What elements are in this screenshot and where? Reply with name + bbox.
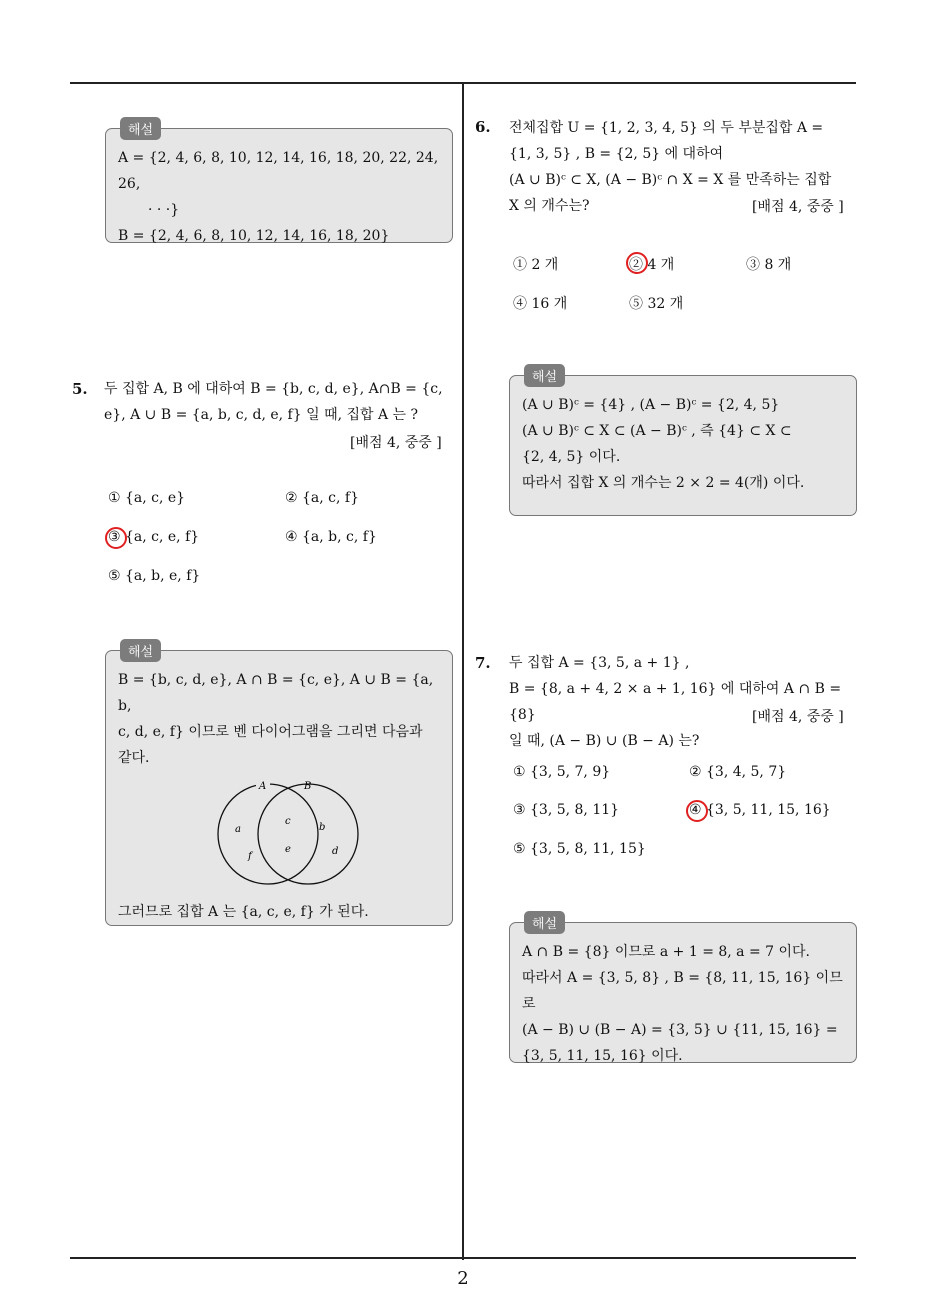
- q6-text-line4: X 의 개수는?: [509, 198, 590, 214]
- q5-solution-box: [105, 650, 453, 926]
- q7-choice-2[interactable]: ② {3, 4, 5, 7}: [689, 764, 787, 780]
- q6-number: 6.: [475, 118, 491, 136]
- q5-solution-line2: c, d, e, f} 이므로 벤 다이어그램을 그리면 다음과: [118, 724, 423, 740]
- q4-solution-line1: A = {2, 4, 6, 8, 10, 12, 14, 16, 18, 20, 22, 24, 26,: [118, 150, 439, 192]
- q6-choice-2[interactable]: ② 4 개: [629, 257, 675, 273]
- q4-solution-line2: · · ·}: [148, 202, 180, 218]
- q5-score: [배점 4, 중중 ]: [350, 435, 442, 451]
- venn-element-c: c: [285, 816, 291, 827]
- q7-question-text: [509, 650, 861, 754]
- q4-solution-box: [105, 128, 453, 243]
- q6-choice-5[interactable]: ⑤ 32 개: [629, 296, 684, 312]
- q5-answer-mark: [105, 527, 127, 549]
- q5-text-line2: e}, A ∪ B = {a, b, c, d, e, f} 일 때, 집합 A 는 ?: [104, 407, 419, 423]
- q6-choice-4[interactable]: ④ 16 개: [513, 296, 568, 312]
- q5-solution-tag: 해설: [120, 639, 161, 662]
- q7-score: [배점 4, 중중 ]: [752, 709, 844, 725]
- q7-number: 7.: [475, 654, 491, 672]
- q6-solution-line2: (A ∪ B)ᶜ ⊂ X ⊂ (A − B)ᶜ , 즉 {4} ⊂ X ⊂: [522, 423, 792, 439]
- q5-solution-line3: 같다.: [118, 750, 150, 766]
- q6-answer-mark: [626, 252, 648, 274]
- q7-text-line2: B = {8, a + 4, 2 × a + 1, 16} 에 대하여 A ∩ B = {8}: [509, 681, 842, 723]
- q7-solution-line2: 따라서 A = {3, 5, 8} , B = {8, 11, 15, 16} 이므로: [522, 970, 843, 1012]
- q4-solution-tag: 해설: [120, 117, 161, 140]
- q5-number: 5.: [72, 380, 88, 398]
- q5-choice-5[interactable]: ⑤ {a, b, e, f}: [108, 568, 201, 584]
- venn-diagram: [118, 777, 444, 889]
- q7-choice-1[interactable]: ① {3, 5, 7, 9}: [513, 764, 611, 780]
- q7-text-line3: 일 때, (A − B) ∪ (B − A) 는?: [509, 733, 700, 749]
- q5-solution-line1: B = {b, c, d, e}, A ∩ B = {c, e}, A ∪ B = {a, b,: [118, 672, 434, 714]
- venn-label-A: A: [259, 781, 267, 792]
- q6-score: [배점 4, 중중 ]: [752, 199, 844, 215]
- q7-choice-5[interactable]: ⑤ {3, 5, 8, 11, 15}: [513, 841, 646, 857]
- venn-element-d: d: [332, 846, 339, 857]
- q6-text-line2: {1, 3, 5} , B = {2, 5} 에 대하여: [509, 146, 724, 162]
- q6-solution-line4: 따라서 집합 X 의 개수는 2 × 2 = 4(개) 이다.: [522, 475, 805, 491]
- q7-solution-tag: 해설: [524, 911, 565, 934]
- q6-choice-3[interactable]: ③ 8 개: [746, 257, 792, 273]
- q7-answer-mark: [686, 800, 708, 822]
- venn-element-f: f: [248, 851, 252, 862]
- q6-choice-1[interactable]: ① 2 개: [513, 257, 559, 273]
- q7-text-line1: 두 집합 A = {3, 5, a + 1} ,: [509, 655, 690, 671]
- q7-solution-line4: {3, 5, 11, 15, 16} 이다.: [522, 1048, 683, 1064]
- q6-solution-box: [509, 375, 857, 516]
- venn-label-B: B: [304, 781, 312, 792]
- q7-solution-line3: (A − B) ∪ (B − A) = {3, 5} ∪ {11, 15, 16} =: [522, 1022, 838, 1038]
- q6-text-line1: 전체집합 U = {1, 2, 3, 4, 5} 의 두 부분집합 A =: [509, 120, 824, 136]
- q5-choice-4[interactable]: ④ {a, b, c, f}: [285, 529, 377, 545]
- venn-element-b: b: [319, 822, 326, 833]
- q5-choice-2[interactable]: ② {a, c, f}: [285, 490, 359, 506]
- column-divider: [462, 83, 464, 1260]
- q5-text-line1: 두 집합 A, B 에 대하여 B = {b, c, d, e}, A∩B = {c,: [104, 381, 443, 397]
- q5-question-text: [104, 376, 454, 428]
- q6-text-line3: (A ∪ B)ᶜ ⊂ X, (A − B)ᶜ ∩ X = X 를 만족하는 집합: [509, 172, 832, 188]
- q5-choice-3[interactable]: ③ {a, c, e, f}: [108, 529, 200, 545]
- q7-solution-line1: A ∩ B = {8} 이므로 a + 1 = 8, a = 7 이다.: [522, 944, 811, 960]
- venn-circle-b: [258, 784, 358, 884]
- q6-solution-line1: (A ∪ B)ᶜ = {4} , (A − B)ᶜ = {2, 4, 5}: [522, 397, 780, 413]
- q5-solution-conclusion: 그러므로 집합 A 는 {a, c, e, f} 가 된다.: [118, 904, 369, 920]
- q7-choice-4[interactable]: ④ {3, 5, 11, 15, 16}: [689, 802, 831, 818]
- venn-element-a: a: [235, 824, 241, 835]
- q6-solution-line3: {2, 4, 5} 이다.: [522, 449, 621, 465]
- venn-circle-a: [218, 784, 318, 884]
- q7-solution-box: [509, 922, 857, 1063]
- q6-solution-tag: 해설: [524, 364, 565, 387]
- venn-element-e: e: [285, 844, 291, 855]
- q4-solution-line3: B = {2, 4, 6, 8, 10, 12, 14, 16, 18, 20}: [118, 228, 390, 244]
- q7-choice-3[interactable]: ③ {3, 5, 8, 11}: [513, 802, 620, 818]
- page-number: 2: [457, 1268, 469, 1289]
- q5-choice-1[interactable]: ① {a, c, e}: [108, 490, 186, 506]
